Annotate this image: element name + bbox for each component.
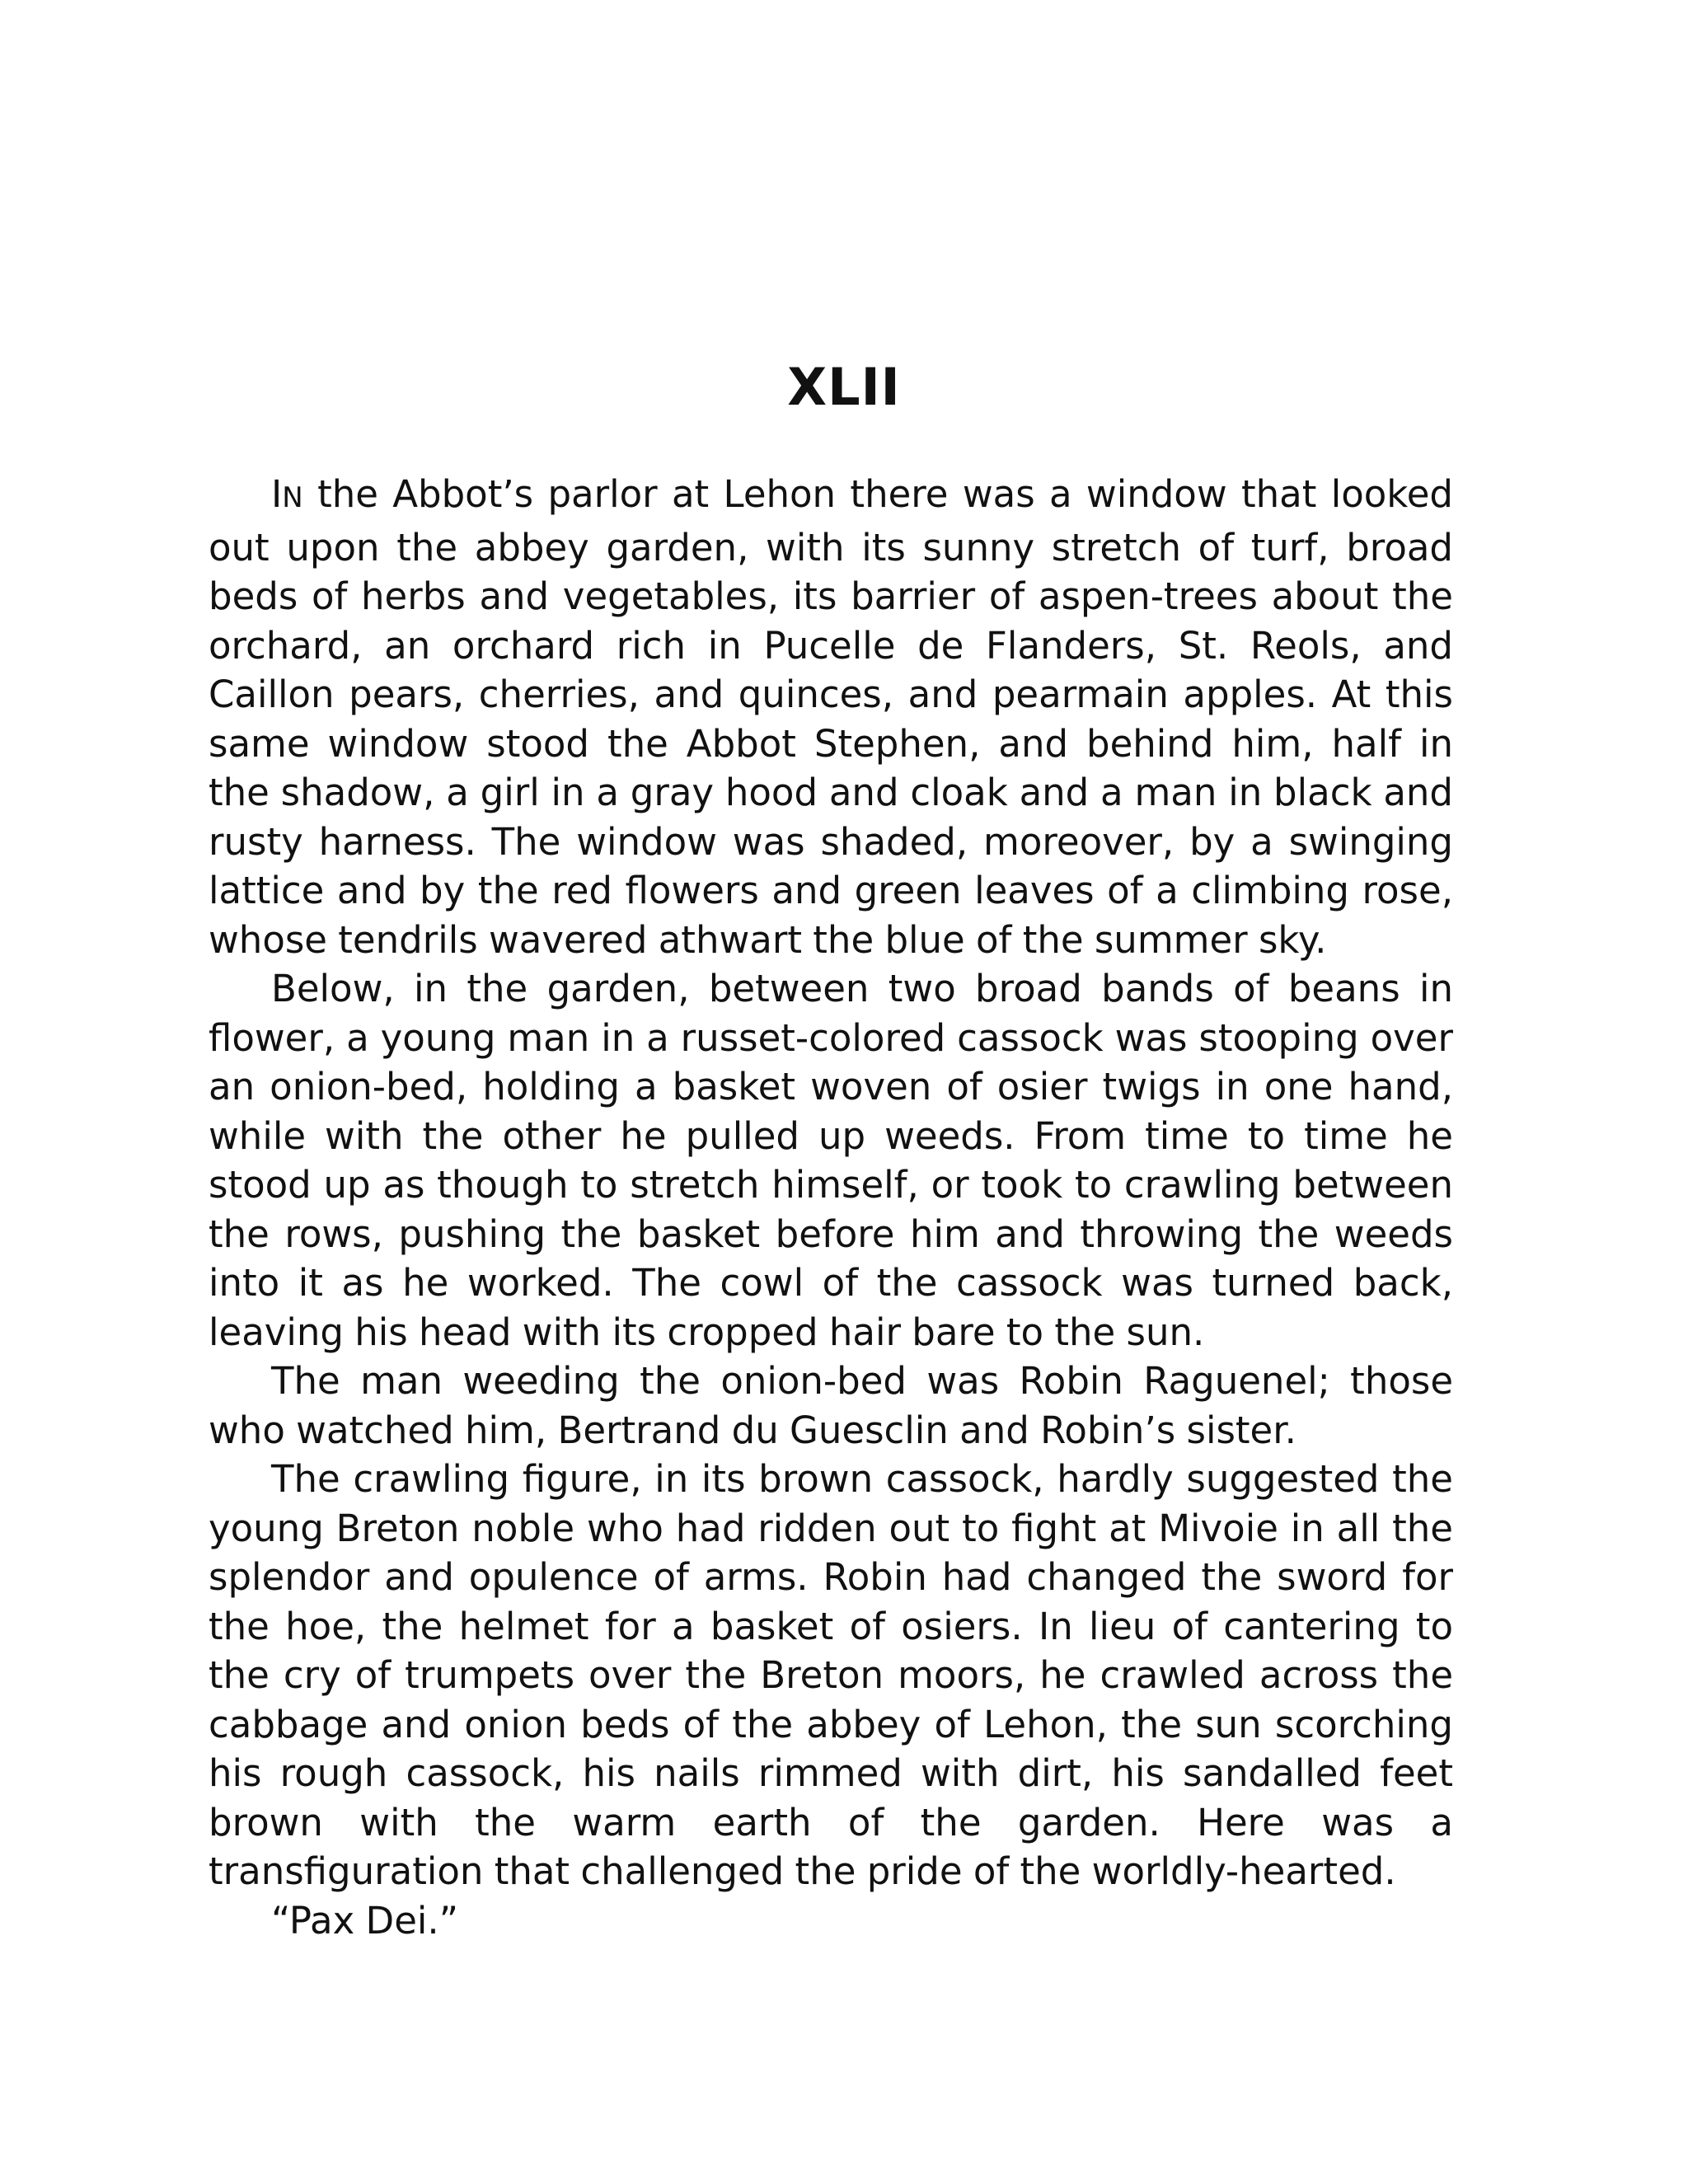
paragraph-2: Below, in the garden, between two broad bands of beans in flower, a young man in a russet-colored cassock was stooping over an onion-bed, holding a basket woven of osier twigs in one hand, while with the other he pulled up weeds. From time to time he stood up as though to stretch himself, or took to crawling between the rows, pushing the basket before him and throwing the weeds into it as he worked. The cowl of the cassock was turned back, leaving his head with its cropped hair bare to the sun. [209, 967, 1453, 1354]
paragraph-3: The man weeding the onion-bed was Robin Raguenel; those who watched him, Bertrand du Guesclin and Robin’s sister. [209, 1359, 1453, 1452]
paragraph-4: The crawling figure, in its brown cassock, hardly suggested the young Breton noble who had ridden out to fight at Mivoie in all the splendor and opulence of arms. Robin had changed the sword for the hoe, the helmet for a basket of osiers. In lieu of cantering to the cry of trumpets over the Breton moors, he crawled across the cabbage and onion beds of the abbey of Lehon, the sun scorching his rough cassock, his nails rimmed with dirt, his sandalled feet brown with the warm earth of the garden. Here was a transfiguration that challenged the pride of the worldly-hearted. [209, 1457, 1453, 1893]
chapter-body [209, 470, 1453, 1945]
dropcap-smallcap: N [282, 481, 303, 514]
chapter-title: XLII [787, 357, 901, 417]
paragraph-5: “Pax Dei.” [271, 1898, 459, 1943]
paragraph-1-text: the Abbot’s parlor at Lehon there was a window that looked out upon the abbey garden, with its sunny stretch of turf, broad beds of herbs and vegetables, its barrier of aspen-trees about the orchard, an orchard rich in Pucelle de Flanders, St. Reols, and Caillon pears, cherries, and quinces, and pearmain apples. At this same window stood the Abbot Stephen, and behind him, half in the shadow, a girl in a gray hood and cloak and a man in black and rusty harness. The window was shaded, moreover, by a swinging lattice and by the red flowers and green leaves of a climbing rose, whose tendrils wavered athwart the blue of the summer sky. [209, 472, 1453, 962]
paragraph-1 [209, 470, 1453, 964]
dropcap-initial: I [271, 472, 283, 516]
